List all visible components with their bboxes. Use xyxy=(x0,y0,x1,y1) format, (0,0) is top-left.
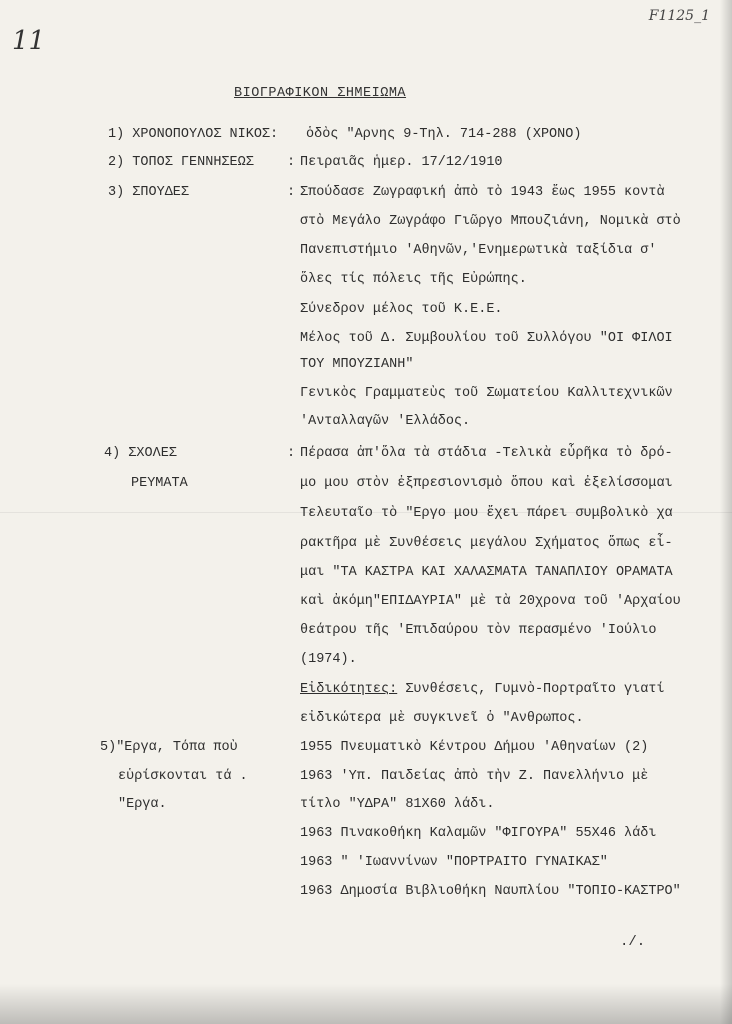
item4-label: 4) ΣΧΟΛΕΣ xyxy=(104,446,177,461)
works-entry: τίτλο "ΥΔΡΑ" 81Χ60 λάδι. xyxy=(300,797,495,812)
works-entry: 1963 Δημοσία Βιβλιοθήκη Ναυπλίου "ΤΟΠΙΟ-ΚΑΣΤΡΟ" xyxy=(300,884,681,899)
item4-line: ρακτῆρα μὲ Συνθέσεις μεγάλου Σχήματος ὅπως εἶ- xyxy=(300,536,673,551)
specialty-text: Συνθέσεις, Γυμνὸ-Πορτραῖτο γιατί xyxy=(397,682,665,697)
item3-label: 3) ΣΠΟΥΔΕΣ xyxy=(108,185,190,200)
item5-label: εὑρίσκονται τά . xyxy=(118,769,248,784)
item3-line: Σύνεδρον μέλος τοῦ Κ.Ε.Ε. xyxy=(300,302,503,317)
item1-label: 1) ΧΡΟΝΟΠΟΥΛΟΣ ΝΙΚΟΣ: xyxy=(108,127,279,142)
paper-bottom-smudge xyxy=(0,984,732,1024)
item4-line: (1974). xyxy=(300,652,357,667)
corner-handwritten-mark: 11 xyxy=(12,26,46,56)
item2-value: Πειραιᾶς ἡμερ. 17/12/1910 xyxy=(300,155,503,170)
document-title: ΒΙΟΓΡΑΦΙΚΟΝ ΣΗΜΕΙΩΜΑ xyxy=(234,86,407,101)
item3-line: στὸ Μεγάλο Ζωγράφο Γιῶργο Μπουζιάνη, Νομικὰ στὸ xyxy=(300,214,681,229)
item4-line: θεάτρου τῆς 'Επιδαύρου τὸν περασμένο 'Ιούλιο xyxy=(300,623,657,638)
item3-line: ὅλες τίς πόλεις τῆς Εὐρώπης. xyxy=(300,272,527,287)
works-entry: 1963 'Υπ. Παιδείας ἀπὸ τὴν Ζ. Πανελλήνιο μὲ xyxy=(300,769,649,784)
item3-line: Μέλος τοῦ Δ. Συμβουλίου τοῦ Συλλόγου "ΟΙ ΦΙΛΟΙ xyxy=(300,331,673,346)
item3-colon: : xyxy=(287,185,296,200)
works-entry: 1963 Πινακοθήκη Καλαμῶν "ΦΙΓΟΥΡΑ" 55Χ46 λάδι xyxy=(300,826,657,841)
item1-value: ὁδὸς "Αρνης 9-Τηλ. 714-288 (ΧΡΟΝΟ) xyxy=(306,127,582,142)
item2-label: 2) ΤΟΠΟΣ ΓΕΝΝΗΣΕΩΣ xyxy=(108,155,254,170)
item4-specialty-line-2: εἰδικώτερα μὲ συγκινεῖ ὁ "Ανθρωπος. xyxy=(300,711,584,726)
works-entry: 1963 " 'Ιωαννίνων "ΠΟΡΤΡΑΙΤΟ ΓΥΝΑΙΚΑΣ" xyxy=(300,855,608,870)
continuation-mark: ./. xyxy=(620,934,646,950)
paper-edge-shadow xyxy=(720,0,732,1024)
item4-line: Πέρασα ἀπ'ὅλα τὰ στάδια -Τελικὰ εὗρῆκα τὸ δρό- xyxy=(300,446,673,461)
item3-line: ΤΟΥ ΜΠΟΥΖΙΑΝΗ" xyxy=(300,357,414,372)
item4-specialty-line xyxy=(300,682,665,697)
item4-colon: : xyxy=(287,446,296,461)
item4-line: μο μου στὸν ἐξπρεσιονισμὸ ὅπου καὶ ἐξελίσσομαι xyxy=(300,476,673,491)
item5-label: 5)"Εργα, Τόπα ποὺ xyxy=(100,740,238,755)
item5-label: "Εργα. xyxy=(118,797,167,812)
item3-line: Γενικὸς Γραμματεὺς τοῦ Σωματείου Καλλιτεχνικῶν xyxy=(300,386,673,401)
item3-line: Σπούδασε Ζωγραφική ἀπὸ τὸ 1943 ἕως 1955 κοντὰ xyxy=(300,185,665,200)
item3-line: 'Ανταλλαγῶν 'Ελλάδος. xyxy=(300,414,471,429)
item4-line: Τελευταῖο τὸ "Εργο μου ἔχει πάρει συμβολικὸ χα xyxy=(300,506,673,521)
item2-colon: : xyxy=(287,155,296,170)
item3-line: Πανεπιστήμιο 'Αθηνῶν,'Ενημερωτικὰ ταξίδια σ' xyxy=(300,243,657,258)
works-entry: 1955 Πνευματικὸ Κέντρου Δήμου 'Αθηναίων (2) xyxy=(300,740,649,755)
specialty-label: Εἰδικότητες: xyxy=(300,682,398,697)
item4-label-continued: ΡΕΥΜΑΤΑ xyxy=(131,476,188,491)
item4-line: καὶ ἀκόμη"ΕΠΙΔΑΥΡΙΑ" μὲ τὰ 20χρονα τοῦ 'Αρχαίου xyxy=(300,594,681,609)
archive-reference: F1125_1 xyxy=(648,8,710,24)
item4-line: μαι "ΤΑ ΚΑΣΤΡΑ ΚΑΙ ΧΑΛΑΣΜΑΤΑ ΤΑΝΑΠΛΙΟΥ ΟΡΑΜΑΤΑ xyxy=(300,565,673,580)
